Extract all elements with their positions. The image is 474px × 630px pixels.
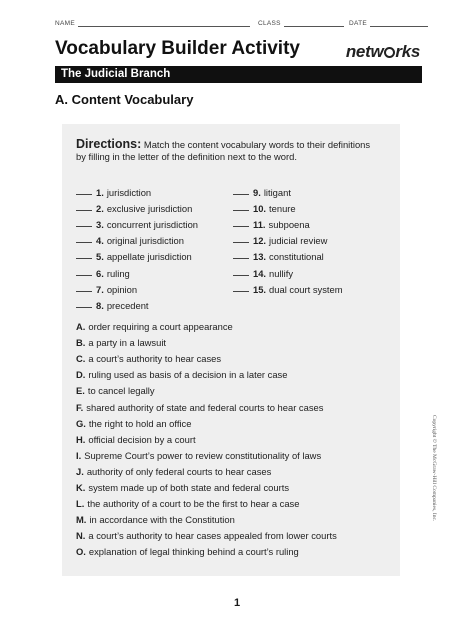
term-number: 10. (253, 203, 267, 215)
name-line[interactable] (78, 19, 250, 27)
term-number: 1. (96, 187, 104, 198)
answer-blank[interactable] (76, 291, 92, 292)
networks-logo: netw rks (345, 42, 420, 61)
definition-text: order requiring a court appearance (88, 321, 233, 332)
term-word: subpoena (268, 219, 310, 231)
term-number: 12. (253, 235, 267, 247)
term-word: constitutional (269, 251, 324, 263)
term-number: 9. (253, 187, 261, 198)
term-item (233, 235, 327, 246)
term-item (233, 268, 293, 279)
directions-heading: Directions: (76, 137, 142, 151)
term-word: concurrent jurisdiction (106, 219, 199, 231)
directions (76, 138, 376, 163)
definition-item (76, 530, 337, 541)
term-item (233, 284, 343, 295)
answer-blank[interactable] (76, 210, 92, 211)
term-number: 4. (96, 235, 104, 247)
term-number: 2. (96, 203, 104, 215)
term-number: 14. (253, 267, 267, 279)
copyright-notice: Copyright © The McGraw-Hill Companies, Inc. (431, 415, 437, 522)
answer-blank[interactable] (76, 258, 92, 259)
term-word: dual court system (269, 283, 343, 295)
definition-text: system made up of both state and federal courts (88, 482, 290, 493)
term-item (233, 187, 291, 198)
term-item (76, 219, 198, 230)
definition-text: Supreme Court’s power to review constitutionality of laws (84, 449, 322, 461)
definition-letter: N. (76, 530, 86, 542)
page-number: 1 (233, 597, 241, 609)
definition-item (76, 482, 289, 493)
definition-text: ruling used as basis of a decision in a later case (88, 369, 288, 381)
answer-blank[interactable] (233, 194, 249, 195)
answer-blank[interactable] (233, 242, 249, 243)
term-word: nullify (269, 267, 294, 279)
definition-letter: H. (76, 433, 86, 445)
definition-text: the authority of a court to be the first to hear a case (87, 498, 300, 510)
definition-letter: L. (76, 498, 85, 510)
term-item (76, 235, 184, 246)
term-item (233, 219, 310, 230)
definition-item (76, 321, 233, 332)
class-label: CLASS (258, 20, 281, 27)
definition-letter: O. (76, 546, 86, 558)
term-word: opinion (106, 283, 138, 295)
definition-item (76, 337, 166, 348)
definition-item (76, 466, 271, 477)
definition-letter: M. (76, 514, 87, 526)
term-word: judicial review (269, 235, 328, 247)
term-number: 5. (96, 251, 104, 263)
term-number: 6. (96, 267, 104, 279)
definition-item (76, 546, 299, 557)
banner-title: The Judicial Branch (61, 67, 171, 80)
definition-item (76, 385, 155, 396)
definition-letter: I. (76, 449, 82, 461)
date-label: DATE (349, 20, 368, 27)
name-label: NAME (55, 20, 75, 27)
term-number: 11. (253, 219, 266, 231)
definition-item (76, 450, 321, 461)
term-word: exclusive jurisdiction (106, 203, 193, 215)
term-item (76, 284, 137, 295)
definition-item (76, 514, 235, 525)
date-field[interactable] (349, 19, 428, 27)
definition-text: official decision by a court (88, 433, 196, 445)
term-item (76, 203, 192, 214)
definition-letter: E. (76, 385, 85, 397)
answer-blank[interactable] (76, 275, 92, 276)
term-number: 13. (253, 251, 267, 263)
directions-text: Match the content vocabulary words to their definitions by filling in the letter of the definition next to the word. (76, 139, 371, 163)
chapter-banner (55, 66, 422, 83)
answer-blank[interactable] (233, 275, 249, 276)
term-number: 3. (96, 219, 104, 231)
term-word: litigant (263, 187, 291, 198)
logo-o-ring-icon (384, 47, 395, 58)
definition-letter: J. (76, 465, 84, 477)
definition-letter: K. (76, 482, 86, 493)
definition-text: explanation of legal thinking behind a court’s ruling (88, 546, 299, 558)
section-heading: A. Content Vocabulary (55, 92, 194, 107)
definition-letter: D. (76, 369, 86, 381)
class-line[interactable] (284, 19, 344, 27)
definition-letter: F. (76, 401, 84, 413)
definition-item (76, 402, 323, 413)
answer-blank[interactable] (233, 226, 249, 227)
answer-blank[interactable] (76, 226, 92, 227)
term-word: precedent (106, 299, 149, 311)
definition-letter: G. (76, 417, 86, 429)
date-line[interactable] (370, 19, 428, 27)
term-word: jurisdiction (106, 187, 152, 198)
answer-blank[interactable] (76, 242, 92, 243)
term-word: appellate jurisdiction (106, 251, 192, 263)
answer-blank[interactable] (76, 307, 92, 308)
definition-text: a court’s authority to hear cases (88, 353, 222, 365)
term-item (76, 300, 149, 311)
answer-blank[interactable] (233, 210, 249, 211)
term-number: 8. (96, 299, 104, 311)
answer-blank[interactable] (233, 291, 249, 292)
page-title: Vocabulary Builder Activity (55, 38, 300, 59)
term-item (233, 251, 324, 262)
student-info-header (55, 19, 416, 31)
term-number: 7. (96, 283, 104, 295)
definition-letter: B. (76, 337, 86, 349)
definition-item (76, 353, 221, 364)
definition-text: the right to hold an office (88, 417, 192, 429)
definition-text: a party in a lawsuit (88, 337, 167, 349)
term-word: tenure (269, 203, 296, 215)
definition-text: to cancel legally (87, 385, 155, 397)
definition-letter: A. (76, 321, 86, 332)
term-item (76, 251, 192, 262)
term-item (76, 187, 151, 198)
term-item (233, 203, 296, 214)
definition-item (76, 434, 196, 445)
definition-text: in accordance with the Constitution (89, 514, 235, 526)
term-item (76, 268, 130, 279)
definition-text: a court’s authority to hear cases appealed from lower courts (88, 530, 337, 542)
definition-item (76, 418, 191, 429)
term-number: 15. (253, 283, 267, 295)
definition-item (76, 369, 287, 380)
term-word: ruling (106, 267, 130, 279)
name-field[interactable] (55, 19, 250, 27)
answer-blank[interactable] (233, 258, 249, 259)
definition-text: shared authority of state and federal courts to hear cases (86, 401, 324, 413)
term-word: original jurisdiction (106, 235, 184, 247)
definition-text: authority of only federal courts to hear cases (86, 465, 272, 477)
answer-blank[interactable] (76, 194, 92, 195)
class-field[interactable] (258, 19, 344, 27)
definition-letter: C. (76, 353, 86, 365)
definition-item (76, 498, 299, 509)
